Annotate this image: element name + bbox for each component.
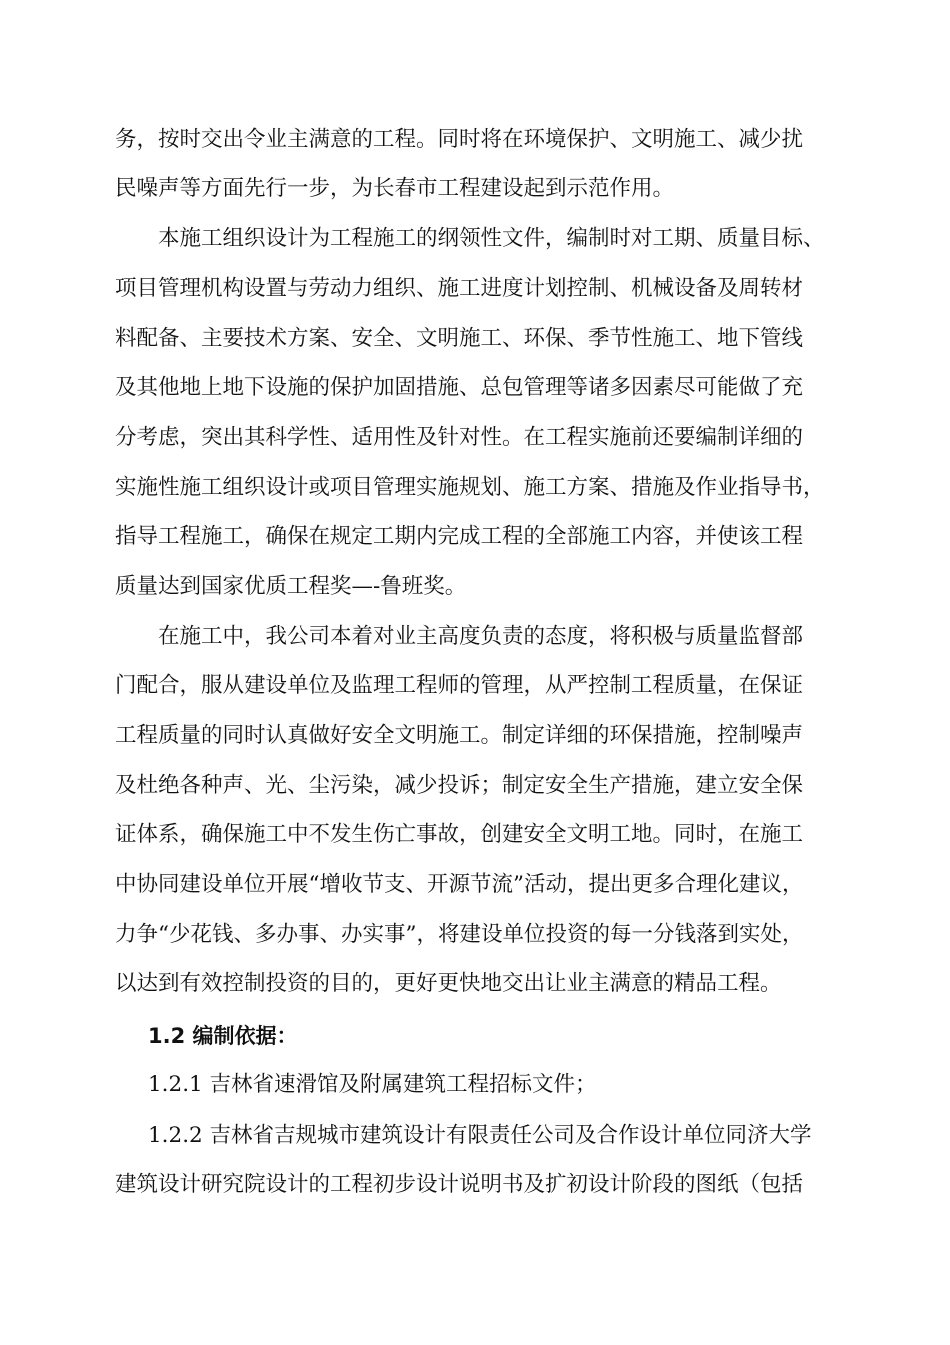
paragraph-line: 民噪声等方面先行一步，为长春市工程建设起到示范作用。 [115, 176, 675, 201]
paragraph-line: 力争“少花钱、多办事、办实事”，将建设单位投资的每一分钱落到实处， [115, 922, 804, 947]
paragraph-line: 实施性施工组织设计或项目管理实施规划、施工方案、措施及作业指导书， [115, 475, 825, 500]
list-item: 1.2.1 吉林省速滑馆及附属建筑工程招标文件； [148, 1072, 597, 1097]
paragraph-line: 在施工中，我公司本着对业主高度负责的态度，将积极与质量监督部 [158, 624, 804, 649]
paragraph-line: 证体系，确保施工中不发生伤亡事故，创建安全文明工地。同时，在施工 [115, 822, 804, 847]
paragraph-line: 务，按时交出令业主满意的工程。同时将在环境保护、文明施工、减少扰 [115, 127, 804, 152]
paragraph-line: 指导工程施工，确保在规定工期内完成工程的全部施工内容，并使该工程 [115, 524, 804, 549]
paragraph-line: 门配合，服从建设单位及监理工程师的管理，从严控制工程质量，在保证 [115, 673, 804, 698]
paragraph-line: 本施工组织设计为工程施工的纲领性文件，编制时对工期、质量目标、 [158, 226, 825, 251]
paragraph-line: 工程质量的同时认真做好安全文明施工。制定详细的环保措施，控制噪声 [115, 723, 804, 748]
paragraph-line: 及其他地上地下设施的保护加固措施、总包管理等诸多因素尽可能做了充 [115, 375, 804, 400]
paragraph-line: 中协同建设单位开展“增收节支、开源节流”活动，提出更多合理化建议， [115, 872, 804, 897]
list-item: 1.2.2 吉林省吉规城市建筑设计有限责任公司及合作设计单位同济大学 [148, 1123, 812, 1148]
paragraph-line: 分考虑，突出其科学性、适用性及针对性。在工程实施前还要编制详细的 [115, 425, 804, 450]
paragraph-line: 以达到有效控制投资的目的，更好更快地交出让业主满意的精品工程。 [115, 971, 782, 996]
paragraph-line: 建筑设计研究院设计的工程初步设计说明书及扩初设计阶段的图纸（包括 [115, 1172, 804, 1197]
section-heading: 1.2 编制依据： [148, 1024, 298, 1048]
paragraph-line: 及杜绝各种声、光、尘污染，减少投诉；制定安全生产措施，建立安全保 [115, 773, 804, 798]
paragraph-line: 项目管理机构设置与劳动力组织、施工进度计划控制、机械设备及周转材 [115, 276, 804, 301]
paragraph-line: 料配备、主要技术方案、安全、文明施工、环保、季节性施工、地下管线 [115, 326, 804, 351]
paragraph-line: 质量达到国家优质工程奖—-鲁班奖。 [115, 574, 467, 599]
